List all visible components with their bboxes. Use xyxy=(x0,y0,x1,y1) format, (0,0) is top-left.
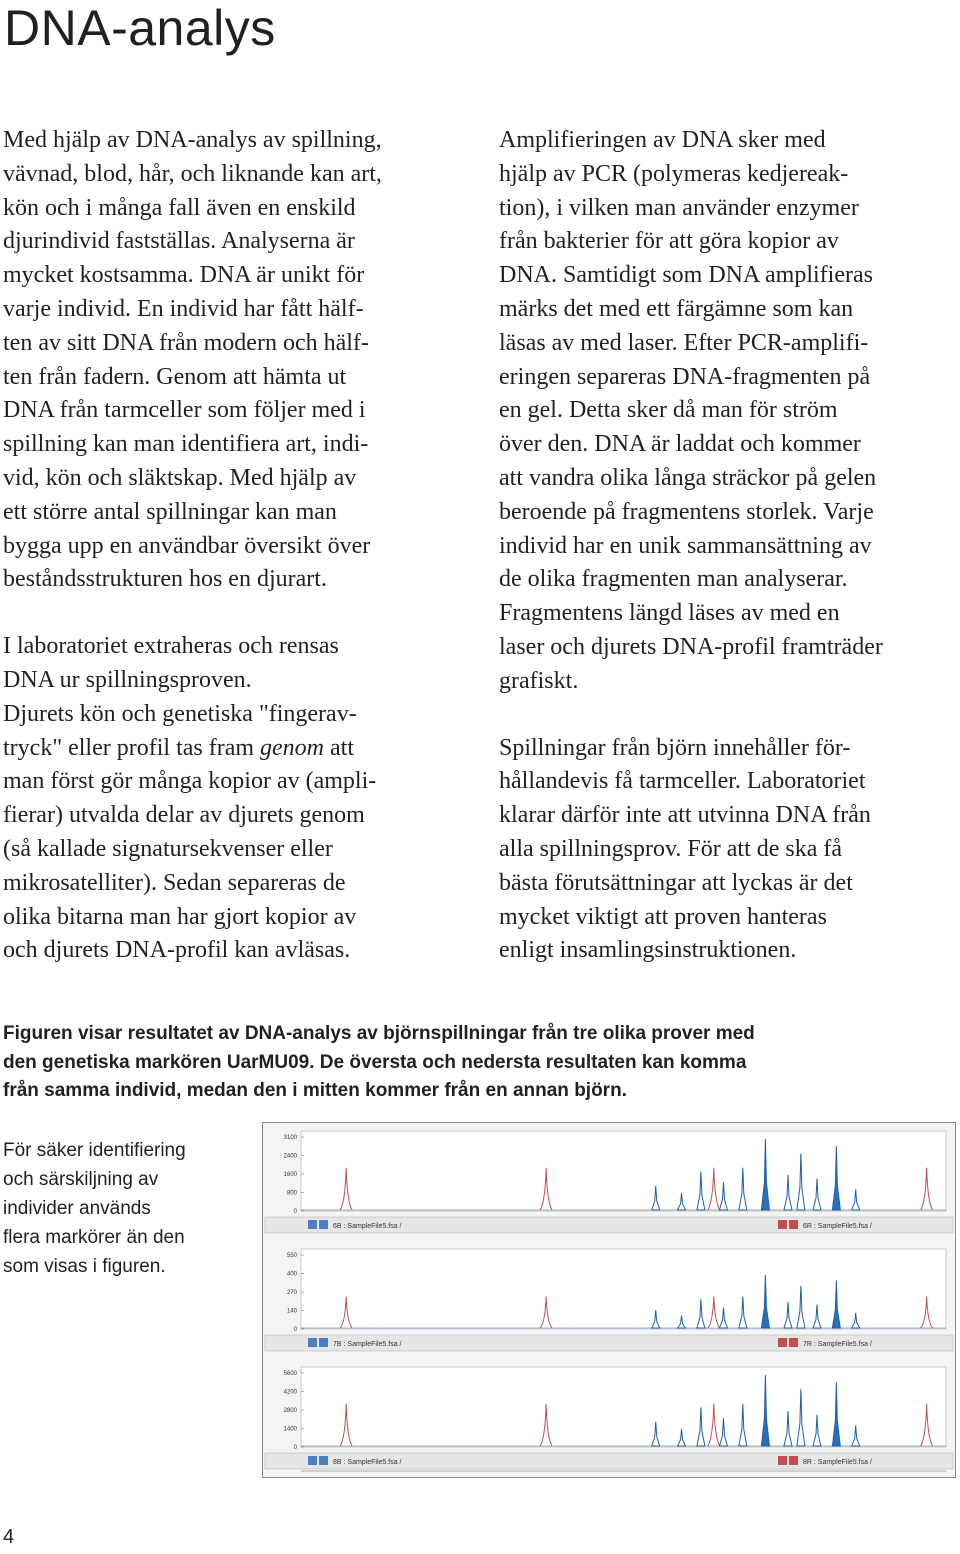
right-column-line: Spillningar från björn innehåller för- xyxy=(499,734,851,761)
right-column-line: läsas av med laser. Efter PCR-amplifi- xyxy=(499,329,869,356)
dye-color-icon xyxy=(789,1456,798,1465)
dye-color-icon xyxy=(308,1220,317,1229)
right-column-line: eringen separeras DNA-fragmenten på xyxy=(499,363,871,390)
left-column-line: kön och i många fall även en enskild xyxy=(3,194,356,221)
left-column-line: vid, kön och släktskap. Med hjälp av xyxy=(3,464,357,491)
right-column-line: alla spillningsprov. För att de ska få xyxy=(499,835,843,862)
trace-label-left: 6B : SampleFile5.fsa / xyxy=(333,1223,402,1230)
y-tick-label: 3100 xyxy=(283,1135,297,1141)
left-column-line: man först gör många kopior av (ampli- xyxy=(3,768,377,795)
dye-color-icon xyxy=(319,1220,328,1229)
right-column-line: hjälp av PCR (polymeras kedjereak- xyxy=(499,160,849,187)
y-tick-label: 0 xyxy=(293,1209,297,1215)
right-column-line: från bakterier för att göra kopior av xyxy=(499,228,839,255)
right-column-line: hållandevis få tarmceller. Laboratoriet xyxy=(499,768,866,795)
plot-area xyxy=(301,1367,946,1447)
left-column-line: och djurets DNA-profil kan avläsas. xyxy=(3,937,351,964)
left-column-text xyxy=(3,124,463,968)
left-column-line: mycket kostsamma. DNA är unikt för xyxy=(3,262,365,289)
left-column-line: tryck" eller profil tas fram genom att xyxy=(3,734,355,761)
y-tick-label: 1600 xyxy=(283,1172,297,1178)
left-column-line: ten från fadern. Genom att hämta ut xyxy=(3,363,347,390)
left-column-line: ett större antal spillningar kan man xyxy=(3,498,337,525)
left-column-line: fierar) utvalda delar av djurets genom xyxy=(3,802,365,829)
left-column-line: vävnad, blod, hår, och liknande kan art, xyxy=(3,160,382,187)
right-column-line: klarar därför inte att utvinna DNA från xyxy=(499,802,871,829)
right-column-line: individ har en unik sammansättning av xyxy=(499,532,872,559)
left-column-line: mikrosatelliter). Sedan separeras de xyxy=(3,869,346,896)
dye-color-icon xyxy=(778,1456,787,1465)
y-tick-label: 0 xyxy=(293,1327,297,1333)
dye-color-icon xyxy=(778,1338,787,1347)
dye-color-icon xyxy=(308,1338,317,1347)
dye-color-icon xyxy=(319,1456,328,1465)
dye-color-icon xyxy=(319,1338,328,1347)
left-column-line: ten av sitt DNA från modern och hälf- xyxy=(3,329,369,356)
dye-color-icon xyxy=(778,1220,787,1229)
y-tick-label: 800 xyxy=(286,1190,297,1197)
trace-label-left: 7B : SampleFile5.fsa / xyxy=(333,1341,402,1348)
dna-electropherogram-figure xyxy=(262,1122,956,1478)
right-column-line: Amplifieringen av DNA sker med xyxy=(499,127,826,153)
plot-area xyxy=(301,1249,946,1329)
y-tick-label: 1400 xyxy=(283,1426,297,1433)
sidenote: För säker identifiering och särskiljning av individer används flera markörer än den som visas i figuren. xyxy=(3,1140,186,1277)
figure-caption: Figuren visar resultatet av DNA-analys av björnspillningar från tre olika prover med den genetiska markören UarMU09. De översta och nedersta resultaten kan komma från samma individ, medan den i mitten kommer från en annan björn. xyxy=(3,1023,755,1101)
right-column-line: grafiskt. xyxy=(499,667,579,694)
left-column-line: I laboratoriet extraheras och rensas xyxy=(3,633,339,660)
trace-label-right: 7R : SampleFile5.fsa / xyxy=(803,1341,872,1348)
plot-area xyxy=(301,1131,946,1211)
y-tick-label: 5600 xyxy=(283,1371,297,1377)
right-column-line: märks det med ett färgämne som kan xyxy=(499,295,854,322)
right-column-line: en gel. Detta sker då man för ström xyxy=(499,397,838,424)
y-tick-label: 2400 xyxy=(283,1153,297,1160)
dye-color-icon xyxy=(308,1456,317,1465)
y-tick-label: 140 xyxy=(286,1308,297,1315)
left-column-line: djurindivid fastställas. Analyserna är xyxy=(3,228,355,255)
y-tick-label: 550 xyxy=(286,1253,297,1259)
left-column-line: (så kallade signatursekvenser eller xyxy=(3,835,333,862)
right-column-line: över den. DNA är laddat och kommer xyxy=(499,431,861,458)
left-column-line: DNA ur spillningsproven. xyxy=(3,666,252,693)
left-column-line: DNA från tarmceller som följer med i xyxy=(3,397,366,424)
left-column-line: varje individ. En individ har fått hälf- xyxy=(3,295,364,322)
y-tick-label: 0 xyxy=(293,1445,297,1451)
right-column-line: Fragmentens längd läses av med en xyxy=(499,600,840,627)
y-tick-label: 400 xyxy=(286,1271,297,1278)
left-column-line: Med hjälp av DNA-analys av spillning, xyxy=(3,127,382,153)
left-column-line: olika bitarna man har gjort kopior av xyxy=(3,903,357,930)
right-column-line: att vandra olika långa sträckor på gelen xyxy=(499,464,877,491)
left-column-line: Djurets kön och genetiska "fingerav- xyxy=(3,700,357,727)
right-column-line: tion), i vilken man använder enzymer xyxy=(499,194,859,221)
left-column-line: spillning kan man identifiera art, indi- xyxy=(3,431,369,458)
right-column-line: DNA. Samtidigt som DNA amplifieras xyxy=(499,262,873,289)
trace-label-right: 8R : SampleFile5.fsa / xyxy=(803,1459,872,1466)
page-number: 4 xyxy=(3,1526,15,1548)
right-column-text xyxy=(499,124,959,968)
right-column-line: bästa förutsättningar att lyckas är det xyxy=(499,869,853,896)
right-column-line: beroende på fragmentens storlek. Varje xyxy=(499,498,874,525)
trace-label-left: 8B : SampleFile5.fsa / xyxy=(333,1459,402,1466)
right-column-line: mycket viktigt att proven hanteras xyxy=(499,903,827,930)
right-column-line: enligt insamlingsinstruktionen. xyxy=(499,937,797,964)
right-column-line: laser och djurets DNA-profil framträder xyxy=(499,633,883,660)
dye-color-icon xyxy=(789,1338,798,1347)
left-column-line: beståndsstrukturen hos en djurart. xyxy=(3,566,327,593)
y-tick-label: 270 xyxy=(286,1290,297,1296)
right-column-line: de olika fragmenten man analyserar. xyxy=(499,566,848,593)
trace-label-right: 6R : SampleFile5.fsa / xyxy=(803,1223,872,1230)
left-column-line: bygga upp en användbar översikt över xyxy=(3,532,371,559)
y-tick-label: 2800 xyxy=(283,1408,297,1414)
page-title: DNA-analys xyxy=(4,0,276,56)
dye-color-icon xyxy=(789,1220,798,1229)
y-tick-label: 4200 xyxy=(283,1389,297,1396)
